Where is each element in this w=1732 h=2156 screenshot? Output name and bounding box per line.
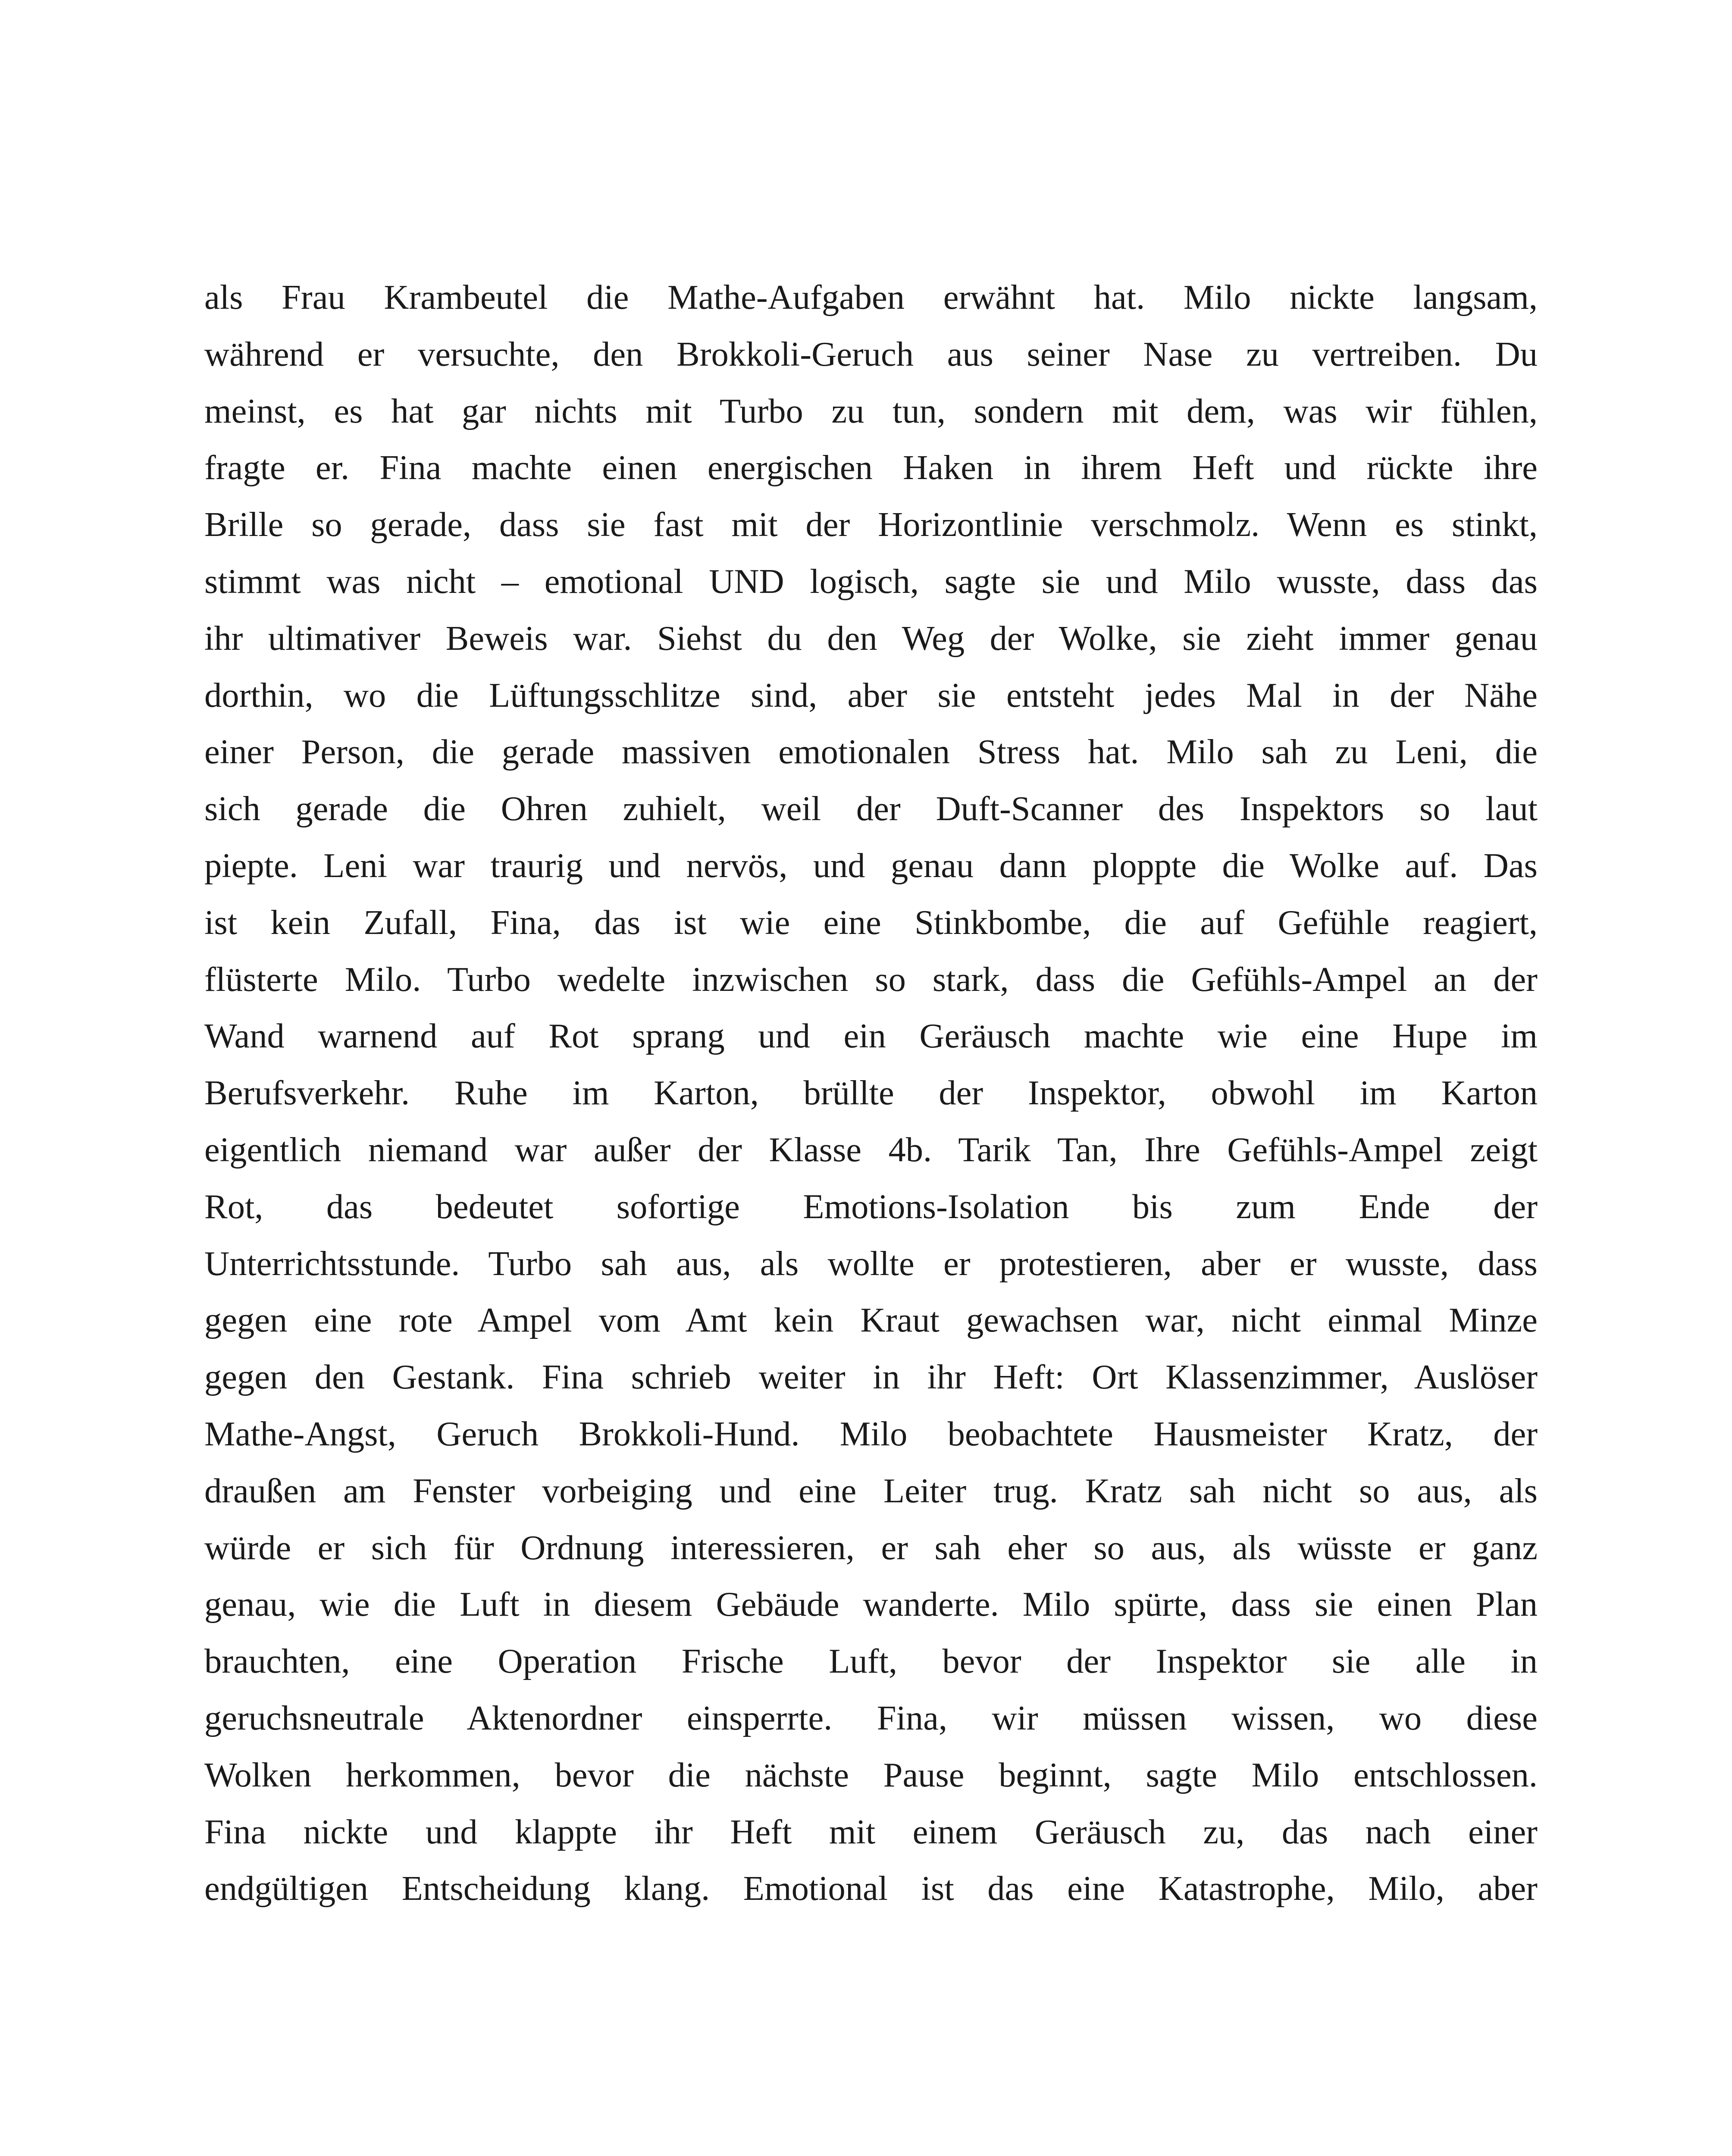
text-line: meinst, es hat gar nichts mit Turbo zu tun, sondern mit dem, was wir fühlen, [204,392,1538,430]
text-line: Brille so gerade, dass sie fast mit der Horizontlinie verschmolz. Wenn es stinkt, [204,505,1538,544]
text-line: ist kein Zufall, Fina, das ist wie eine Stinkbombe, die auf Gefühle reagiert, [204,903,1538,942]
text-line: Mathe-Angst, Geruch Brokkoli-Hund. Milo beobachtete Hausmeister Kratz, der [204,1414,1538,1453]
text-line: gegen eine rote Ampel vom Amt kein Kraut gewachsen war, nicht einmal Minze [204,1301,1538,1340]
text-line: einer Person, die gerade massiven emotionalen Stress hat. Milo sah zu Leni, die [204,733,1538,771]
text-line: brauchten, eine Operation Frische Luft, bevor der Inspektor sie alle in [204,1642,1538,1681]
text-line: als Frau Krambeutel die Mathe-Aufgaben erwähnt hat. Milo nickte langsam, [204,278,1538,317]
text-line: Wand warnend auf Rot sprang und ein Geräusch machte wie eine Hupe im [204,1017,1538,1056]
text-line: Rot, das bedeutet sofortige Emotions-Isolation bis zum Ende der [204,1187,1538,1226]
text-line: ihr ultimativer Beweis war. Siehst du den Weg der Wolke, sie zieht immer genau [204,619,1538,658]
text-line: piepte. Leni war traurig und nervös, und genau dann ploppte die Wolke auf. Das [204,846,1538,885]
text-line: gegen den Gestank. Fina schrieb weiter in ihr Heft: Ort Klassenzimmer, Auslöser [204,1358,1538,1397]
text-line: fragte er. Fina machte einen energischen Haken in ihrem Heft und rückte ihre [204,448,1538,487]
body-text [204,269,1538,1917]
text-line: genau, wie die Luft in diesem Gebäude wanderte. Milo spürte, dass sie einen Plan [204,1585,1538,1624]
text-line: während er versuchte, den Brokkoli-Geruch aus seiner Nase zu vertreiben. Du [204,335,1538,373]
text-line: draußen am Fenster vorbeiging und eine Leiter trug. Kratz sah nicht so aus, als [204,1471,1538,1510]
text-line: endgültigen Entscheidung klang. Emotional ist das eine Katastrophe, Milo, aber [204,1869,1538,1908]
text-line: Wolken herkommen, bevor die nächste Pause beginnt, sagte Milo entschlossen. [204,1755,1538,1794]
text-line: sich gerade die Ohren zuhielt, weil der Duft-Scanner des Inspektors so laut [204,790,1538,828]
text-line: flüsterte Milo. Turbo wedelte inzwischen so stark, dass die Gefühls-Ampel an der [204,960,1538,999]
text-line: Berufsverkehr. Ruhe im Karton, brüllte der Inspektor, obwohl im Karton [204,1074,1538,1112]
text-line: dorthin, wo die Lüftungsschlitze sind, aber sie entsteht jedes Mal in der Nähe [204,676,1538,714]
text-line: geruchsneutrale Aktenordner einsperrte. Fina, wir müssen wissen, wo diese [204,1698,1538,1737]
text-line: stimmt was nicht – emotional UND logisch, sagte sie und Milo wusste, dass das [204,562,1538,601]
text-line: Fina nickte und klappte ihr Heft mit einem Geräusch zu, das nach einer [204,1812,1538,1851]
text-line: eigentlich niemand war außer der Klasse 4b. Tarik Tan, Ihre Gefühls-Ampel zeigt [204,1130,1538,1169]
text-line: Unterrichtsstunde. Turbo sah aus, als wollte er protestieren, aber er wusste, dass [204,1244,1538,1283]
text-line: würde er sich für Ordnung interessieren, er sah eher so aus, als wüsste er ganz [204,1528,1538,1567]
